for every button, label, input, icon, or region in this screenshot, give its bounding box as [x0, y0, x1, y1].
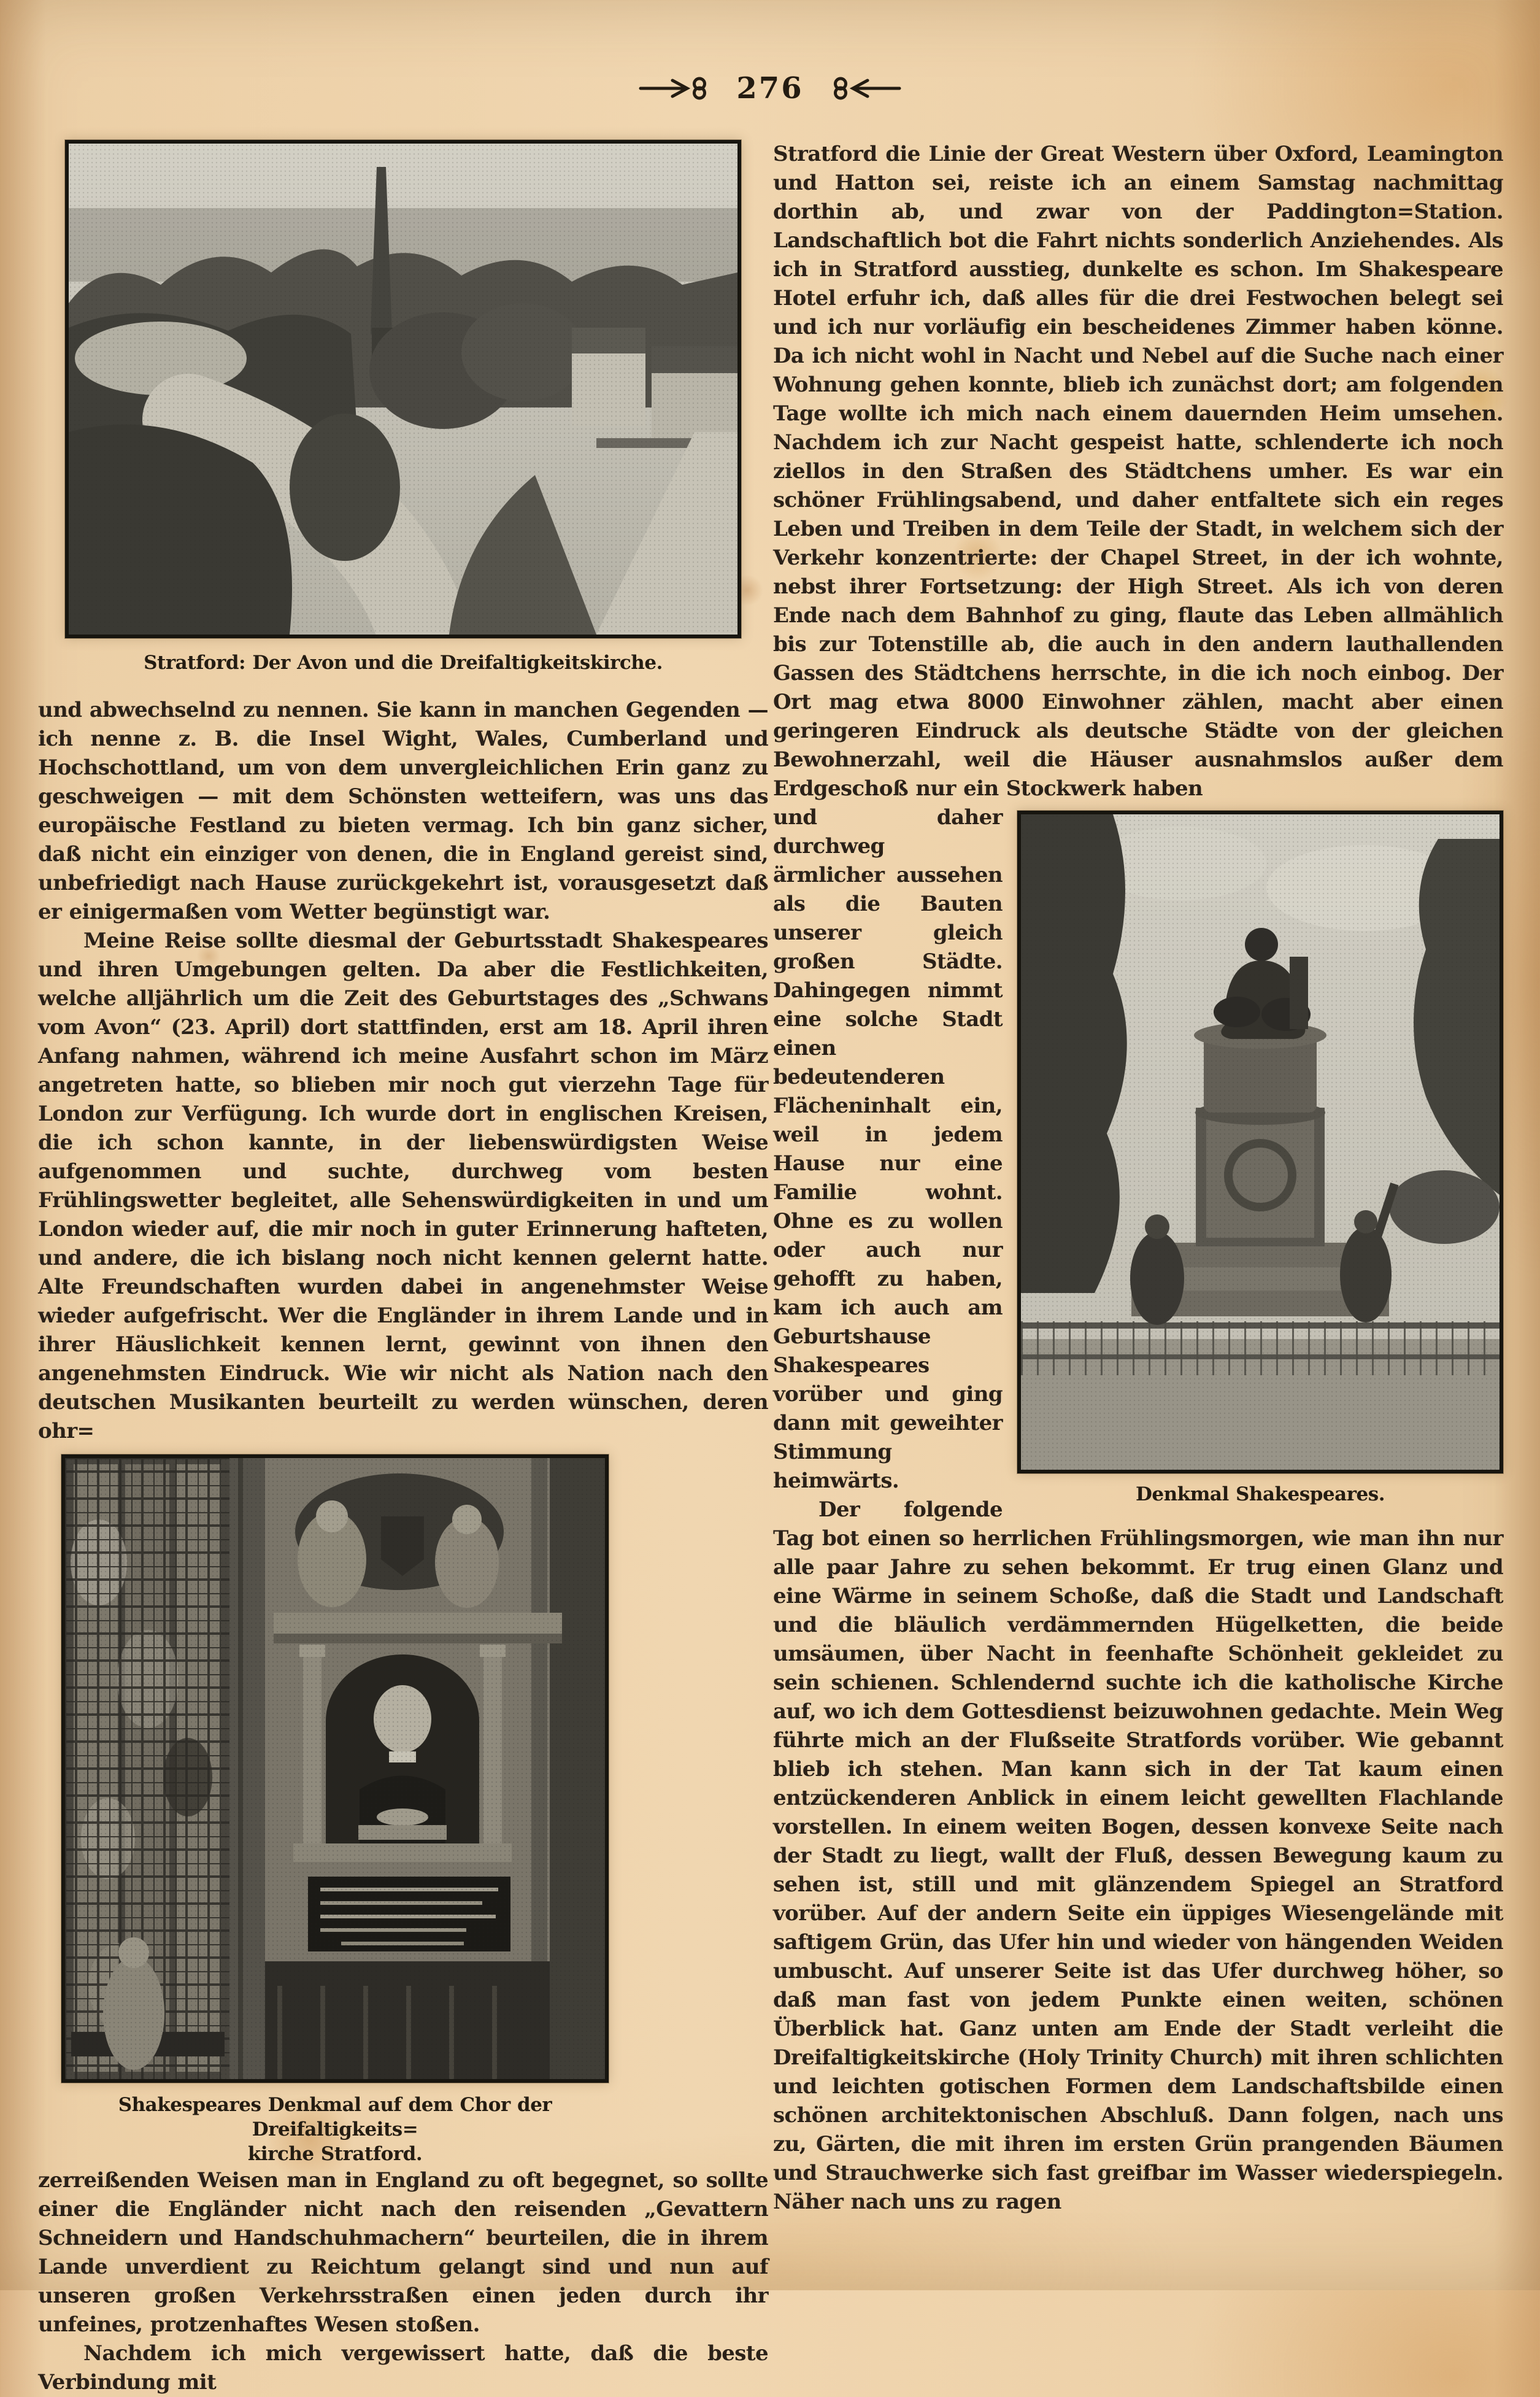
ornament-arrow-right-icon: [822, 75, 902, 102]
caption-avon-river: Stratford: Der Avon und die Dreifaltigkeitskirche.: [144, 652, 663, 674]
paragraph-left-2a: Meine Reise sollte diesmal der Geburtsstadt Shakespeares und ihren Umgebungen gelten. Da aber die Festlichkeiten, welche alljährlich um die Zeit des Geburtstages des „Schwans vom Avon“ (23. April) dort stattfinden, erst am 18. April ihren Anfang nahmen, während ich meine Ausfahrt schon im März angetreten hatte, so blieben mir noch gut vierzehn Tage für London zur Verfügung. Ich wurde dort in englischen Kreisen, die ich schon kannte, in der liebenswürdigsten Weise aufgenommen und suchte, durchweg vom besten Frühlingswetter begleitet, alle Sehenswürdigkeiten in und um London wieder auf, die mir noch in guter Erinnerung hafteten, und andere, die ich bislang noch nicht kennen gelernt hatte. Alte Freundschaften wurden dabei in angenehmster Weise wieder aufgefrischt. Wer die Engländer in ihrem Lande und in ihrer Häuslichkeit kennen lernt, gewinnt von ihnen den angenehmsten Eindruck. Wie wir nicht als Nation nach den deutschen Musikanten beurteilt zu werden wünschen, deren ohr=: [38, 928, 768, 1443]
left-column: [38, 140, 768, 2397]
paragraph-left-3: Nachdem ich mich vergewissert hatte, daß die beste Verbindung mit: [38, 2341, 768, 2395]
shakespeare-monument-photo: [1017, 811, 1503, 1473]
paragraph-right-2: Der folgende Tag bot einen so herrlichen Frühlingsmorgen, wie man ihn nur alle paar Jahre zu sehen bekommt. Er trug einen Glanz und eine Wärme in seinem Schoße, daß die Stadt und Landschaft und die bläulich verdämmernden Hügelketten, die beide umsäumen, über Nacht in feenhafte Schönheit gekleidet zu sein schienen. Schlendernd suchte ich die katholische Kirche auf, wo ich dem Gottesdienst beizuwohnen gedachte. Mein Weg führte mich an der Flußseite Stratfords vorüber. Wie gebannt blieb ich stehen. Man kann sich in der Tat kaum einen entzückenderen Anblick in einem leicht gewellten Flachlande vorstellen. In einem weiten Bogen, dessen konvexe Seite nach der Stadt zu liegt, wallt der Fluß, dessen Bewegung kaum zu sehen ist, still und mit glänzendem Spiegel an Stratford vorüber. Auf der andern Seite ein üppiges Wiesengelände mit saftigem Grün, das Ufer hin und wieder von hängenden Weiden umbuscht. Auf unserer Seite ist das Ufer durchweg höher, so daß man fast von jedem Punkte einen weiten, schönen Überblick hat. Ganz unten am Ende der Stadt verleiht die Dreifaltigkeitskirche (Holy Trinity Church) mit ihren schlichten und leichten gotischen Formen dem Landschaftsbilde einen schönen architektonischen Abschluß. Dann folgen, nach uns zu, Gärten, die mit ihren im ersten Grün prangenden Bäumen und Strauchwerke sich fast greifbar im Wasser wiederspiegeln. Näher nach uns zu ragen: [773, 1497, 1503, 2214]
caption-shakespeare-monument: Denkmal Shakespeares.: [1135, 1483, 1385, 1505]
figure-church-memorial: [61, 1454, 609, 2166]
ornament-arrow-left-icon: [638, 75, 718, 102]
paragraph-right-1a: Stratford die Linie der Great Western über Oxford, Leamington und Hatton sei, reiste ich an einem Samstag nachmittag dorthin ab, und zwar von der Paddington=Station. Landschaftlich bot die Fahrt nichts sonderlich Anziehendes. Als ich in Stratford ausstieg, dunkelte es schon. Im Shakespeare Hotel erfuhr ich, daß alles für die drei Festwochen belegt sei und ich nur vorläufig ein bescheidenes Zimmer haben könne. Da ich nicht wohl in Nacht und Nebel auf die Suche nach einer Wohnung gehen konnte, blieb ich zunächst dort; am folgenden Tage wollte ich mich nach einem dauernden Heim umsehen. Nachdem ich zur Nacht gespeist hatte, schlenderte ich noch ziellos in den Straßen des Städtchens umher. Es war ein schöner Frühlingsabend, und daher entfaltete sich ein reges Leben und Treiben in dem Teile der Stadt, in welchem sich der Verkehr konzentrierte: der Chapel Street, in der ich wohnte, nebst ihrer Fortsetzung: der High Street. Als ich von deren Ende nach dem Bahnhof zu ging, flaute das Leben allmählich bis zur Totenstille ab, die auch in den andern lauthallenden Gassen des Städtchens herrschte, in die ich noch einbog. Der Ort mag etwa 8000 Einwohner zählen, macht aber einen geringeren Eindruck als deutsche Städte von der gleichen Bewohnerzahl, weil die Häuser ausnahmslos außer dem Erdgeschoß nur ein Stockwerk haben: [773, 142, 1503, 801]
caption-church-memorial-line1: Shakespeares Denkmal auf dem Chor der Dreifaltigkeits=: [118, 2094, 552, 2140]
paragraph-left-1: und abwechselnd zu nennen. Sie kann in manchen Gegenden — ich nenne z. B. die Insel Wight, Wales, Cumberland und Hochschottland, um von dem unvergleichlichen Erin ganz zu geschweigen — mit dem Schönsten wetteifern, was uns das europäische Festland zu bieten vermag. Ich bin ganz sicher, daß nicht ein einziger von denen, die in England gereist sind, unbefriedigt nach Hause zurückgekehrt ist, vorausgesetzt daß er einigermaßen vom Wetter begünstigt war.: [38, 698, 768, 924]
caption-church-memorial: [61, 2093, 609, 2166]
figure-avon-river: [65, 140, 741, 675]
avon-river-photo: [65, 140, 741, 638]
paragraph-left-2b: zerreißenden Weisen man in England zu oft begegnet, so sollte einer die Engländer nicht nach den reisenden „Gevattern Schneidern und Handschuhmachern“ beurteilen, die in ihrem Lande unverdient zu Reichtum gelangt sind und nun auf unseren großen Verkehrsstraßen einen jeden durch ihr unfeines, protzenhaftes Wesen stoßen.: [38, 2168, 768, 2337]
church-memorial-photo: [61, 1454, 609, 2083]
right-column: [773, 140, 1503, 2217]
page-number: 276: [736, 71, 804, 106]
figure-shakespeare-monument: [1017, 811, 1503, 1507]
caption-church-memorial-line2: kirche Stratford.: [247, 2143, 423, 2165]
page-header: [0, 71, 1540, 106]
paragraph-right-1b: und daher durchweg ärmlicher aussehen als die Bauten unserer gleich großen Städte. Dahingegen nimmt eine solche Stadt einen bedeutenderen Flächeninhalt ein, weil in jedem Hause nur eine Familie wohnt. Ohne es zu wollen oder auch nur gehofft zu haben, kam ich auch am Geburtshause Shakespeares vorüber und ging dann mit geweihter Stimmung heimwärts.: [773, 805, 1003, 1493]
